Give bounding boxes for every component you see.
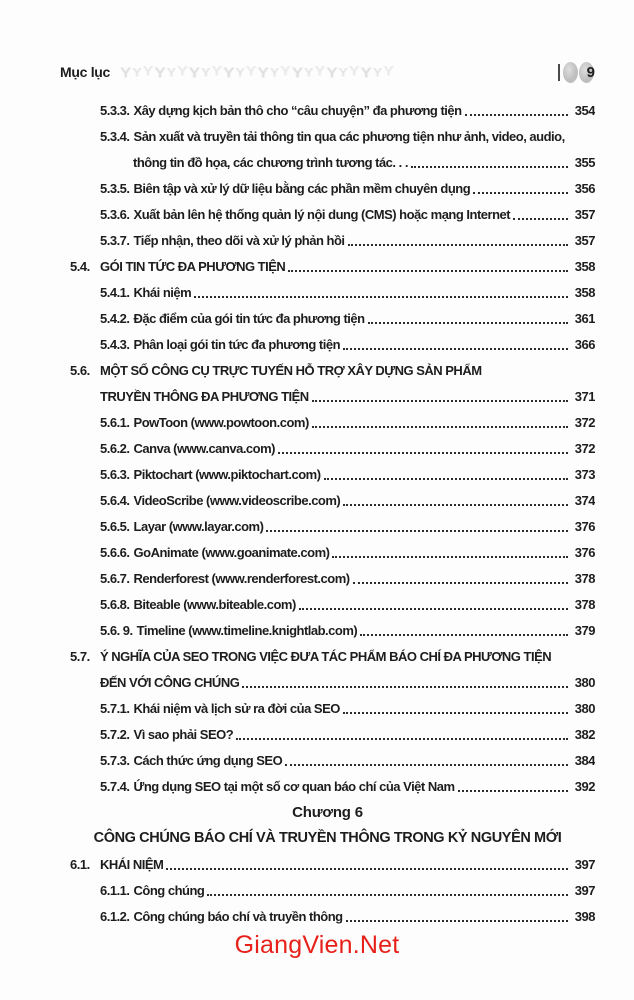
ornament-blob: [563, 62, 578, 83]
entry-page-number: 376: [574, 544, 595, 560]
entry-number: 5.6.6.: [100, 544, 130, 560]
toc-entry-row: [60, 331, 595, 357]
entry-page-number: 397: [574, 856, 595, 872]
entry-number: 5.6.3.: [100, 466, 130, 482]
entry-page-number: 355: [574, 154, 595, 170]
ornament-glyph: Y: [120, 63, 132, 81]
entry-page-number: 398: [574, 908, 595, 924]
toc-entry-row: [60, 513, 595, 539]
toc-entry-row: [60, 669, 595, 695]
entry-number: 5.7.: [70, 648, 90, 664]
toc-entry-row: [60, 851, 595, 877]
entry-title: GoAnimate (www.goanimate.com): [133, 544, 330, 560]
ornament-glyph: Y: [383, 64, 394, 80]
entry-page-number: 356: [574, 180, 595, 196]
entry-page-number: 380: [574, 674, 595, 690]
ornament-pattern: [120, 59, 556, 85]
toc-entry-row: [60, 721, 595, 747]
entry-page-number: 372: [574, 414, 595, 430]
ornament-glyph: Y: [304, 64, 314, 80]
toc-entry-row: [60, 253, 595, 279]
dot-leader: [207, 894, 568, 896]
entry-page-number: 380: [574, 700, 595, 716]
toc-entry-row: [60, 227, 595, 253]
toc-entry-row: [60, 747, 595, 773]
entry-title: GÓI TIN TỨC ĐA PHƯƠNG TIỆN: [100, 258, 286, 274]
entry-number: 5.6.2.: [100, 440, 130, 456]
entry-title: Layar (www.layar.com): [133, 518, 264, 534]
entry-number: 5.4.2.: [100, 310, 130, 326]
entry-number: 6.1.1.: [100, 882, 130, 898]
entry-title: Đặc điểm của gói tin tức đa phương tiện: [133, 310, 365, 326]
entry-page-number: 392: [574, 778, 595, 794]
ornament-glyph: Y: [291, 63, 304, 81]
dot-leader: [513, 218, 568, 220]
page-header-title: Mục lục: [60, 64, 111, 80]
entry-title: Timeline (www.timeline.knightlab.com): [136, 622, 358, 638]
entry-page-number: 373: [574, 466, 595, 482]
toc-entry-row: [60, 97, 595, 123]
entry-title: Vì sao phải SEO?: [133, 726, 234, 742]
entry-title: Xây dựng kịch bản thô cho “câu chuyện” đa phương tiện: [133, 102, 462, 118]
entry-number: 5.4.: [70, 258, 90, 274]
toc-entry-row: [60, 305, 595, 331]
dot-leader: [343, 348, 568, 350]
entry-title: Tiếp nhận, theo dõi và xử lý phản hồi: [133, 232, 345, 248]
ornament-glyph: Y: [372, 64, 383, 80]
dot-leader: [242, 686, 568, 688]
toc-entry-row: [60, 175, 595, 201]
toc-entry-row: [60, 123, 595, 149]
entry-title: Renderforest (www.renderforest.com): [133, 570, 350, 586]
dot-leader: [194, 296, 568, 298]
toc-entry-row: [60, 383, 595, 409]
entry-title: Canva (www.canva.com): [133, 440, 275, 456]
toc-entry-row: [60, 877, 595, 903]
dot-leader: [360, 634, 568, 636]
entry-number: 5.7.1.: [100, 700, 130, 716]
dot-leader: [236, 738, 568, 740]
ornament-glyph: Y: [142, 64, 154, 80]
toc-entry-row: [60, 565, 595, 591]
entry-title: Xuất bản lên hệ thống quản lý nội dung (CMS) hoặc mạng Internet: [133, 206, 511, 222]
entry-number: 5.6.: [70, 362, 90, 378]
dot-leader: [324, 478, 568, 480]
entry-title: Biteable (www.biteable.com): [133, 596, 296, 612]
entry-title: VideoScribe (www.videoscribe.com): [133, 492, 341, 508]
dot-leader: [312, 400, 568, 402]
entry-title: Công chúng báo chí và truyền thông: [133, 908, 343, 924]
dot-leader: [266, 530, 568, 532]
entry-number: 5.3.7.: [100, 232, 130, 248]
page-number: 9: [586, 63, 595, 81]
entry-title: Khái niệm và lịch sử ra đời của SEO: [133, 700, 340, 716]
entry-page-number: 378: [574, 596, 595, 612]
ornament-glyph: Y: [314, 64, 326, 80]
entry-page-number: 357: [574, 232, 595, 248]
toc-entry-row: [60, 279, 595, 305]
ornament-glyph: Y: [154, 63, 166, 81]
toc-entry-row: [60, 149, 595, 175]
ornament-glyph: Y: [223, 63, 235, 81]
entry-title: Sản xuất và truyền tải thông tin qua các phương tiện như ảnh, video, audio,: [133, 128, 565, 144]
dot-leader: [343, 504, 568, 506]
dot-leader: [285, 764, 568, 766]
ornament-glyph: Y: [326, 63, 338, 81]
ornament-glyph: Y: [211, 64, 223, 80]
ornament-glyph: Y: [257, 63, 269, 81]
entry-title: PowToon (www.powtoon.com): [133, 414, 309, 430]
dot-leader: [332, 556, 568, 558]
dot-leader: [411, 166, 568, 168]
chapter-heading-text: Chương 6: [292, 803, 363, 821]
entry-number: 5.4.1.: [100, 284, 130, 300]
chapter-heading: [60, 799, 595, 825]
entry-page-number: 378: [574, 570, 595, 586]
toc-entry-row: [60, 773, 595, 799]
toc-entry-row: [60, 695, 595, 721]
entry-number: 6.1.: [70, 856, 90, 872]
entry-title: Cách thức ứng dụng SEO: [133, 752, 283, 768]
entry-page-number: 376: [574, 518, 595, 534]
page-header: [60, 59, 595, 85]
watermark-text: GiangVien.Net: [234, 931, 400, 959]
entry-title: thông tin đồ họa, các chương trình tương tác. . .: [133, 154, 408, 170]
toc-entry-row: [60, 357, 595, 383]
toc-entry-row: [60, 643, 595, 669]
entry-title: Biên tập và xử lý dữ liệu bằng các phần mềm chuyên dụng: [133, 180, 471, 196]
entry-number: 5.7.2.: [100, 726, 130, 742]
entry-number: 5.6. 9.: [100, 622, 133, 638]
toc-entry-row: [60, 617, 595, 643]
dot-leader: [312, 426, 568, 428]
toc-entry-row: [60, 201, 595, 227]
toc-entry-row: [60, 487, 595, 513]
ornament-glyph: Y: [235, 64, 245, 80]
ornament-glyph: Y: [338, 64, 348, 80]
entry-number: 5.3.4.: [100, 128, 130, 144]
entry-number: 5.3.6.: [100, 206, 130, 222]
entry-number: 5.6.7.: [100, 570, 130, 586]
entry-number: 5.7.3.: [100, 752, 130, 768]
entry-number: 5.3.5.: [100, 180, 130, 196]
chapter-heading: [60, 825, 595, 851]
entry-title: Phân loại gói tin tức đa phương tiện: [133, 336, 341, 352]
ornament-glyph: Y: [188, 63, 201, 81]
toc-entry-row: [60, 409, 595, 435]
entry-number: 5.7.4.: [100, 778, 130, 794]
entry-title: TRUYỀN THÔNG ĐA PHƯƠNG TIỆN: [100, 388, 309, 404]
toc-list: [60, 97, 595, 929]
entry-page-number: 358: [574, 284, 595, 300]
dot-leader: [368, 322, 568, 324]
ornament-glyph: Y: [348, 64, 360, 80]
ornament-glyph: Y: [132, 64, 142, 80]
dot-leader: [465, 114, 568, 116]
entry-page-number: 374: [574, 492, 595, 508]
entry-number: 5.6.8.: [100, 596, 130, 612]
ornament-glyph: Y: [201, 64, 211, 80]
dot-leader: [346, 920, 568, 922]
dot-leader: [473, 192, 568, 194]
chapter-heading-text: CÔNG CHÚNG BÁO CHÍ VÀ TRUYỀN THÔNG TRONG KỶ NGUYÊN MỚI: [93, 830, 562, 846]
ornament-glyph: Y: [166, 64, 177, 80]
toc-entry-row: [60, 461, 595, 487]
entry-page-number: 366: [574, 336, 595, 352]
entry-title: Piktochart (www.piktochart.com): [133, 466, 321, 482]
entry-page-number: 371: [574, 388, 595, 404]
ornament-glyph: Y: [245, 64, 257, 80]
entry-number: 5.6.1.: [100, 414, 130, 430]
dot-leader: [348, 244, 568, 246]
entry-number: 5.3.3.: [100, 102, 130, 118]
entry-title: KHÁI NIỆM: [100, 856, 164, 872]
dot-leader: [353, 582, 568, 584]
toc-entry-row: [60, 539, 595, 565]
entry-number: 6.1.2.: [100, 908, 130, 924]
entry-page-number: 358: [574, 258, 595, 274]
entry-title: Ý NGHĨA CỦA SEO TRONG VIỆC ĐƯA TÁC PHẨM BÁO CHÍ ĐA PHƯƠNG TIỆN: [100, 648, 552, 664]
divider-tick: [558, 64, 560, 81]
toc-entry-row: [60, 591, 595, 617]
entry-title: MỘT SỐ CÔNG CỤ TRỰC TUYẾN HỖ TRỢ XÂY DỰNG SẢN PHẨM: [100, 362, 482, 378]
ornament-glyph: Y: [269, 64, 280, 80]
entry-number: 5.6.5.: [100, 518, 130, 534]
entry-page-number: 379: [574, 622, 595, 638]
toc-entry-row: [60, 903, 595, 929]
entry-page-number: 354: [574, 102, 595, 118]
entry-page-number: 384: [574, 752, 595, 768]
dot-leader: [278, 452, 568, 454]
dot-leader: [343, 712, 568, 714]
entry-page-number: 397: [574, 882, 595, 898]
entry-title: ĐẾN VỚI CÔNG CHÚNG: [100, 674, 240, 690]
entry-title: Công chúng: [133, 882, 205, 898]
entry-title: Khái niệm: [133, 284, 192, 300]
dot-leader: [299, 608, 568, 610]
entry-number: 5.6.4.: [100, 492, 130, 508]
entry-page-number: 357: [574, 206, 595, 222]
dot-leader: [288, 270, 568, 272]
entry-page-number: 382: [574, 726, 595, 742]
dot-leader: [458, 790, 568, 792]
entry-page-number: 361: [574, 310, 595, 326]
ornament-glyph: Y: [177, 64, 188, 80]
ornament-glyph: Y: [360, 63, 372, 81]
dot-leader: [166, 868, 568, 870]
entry-title: Ứng dụng SEO tại một số cơ quan báo chí của Việt Nam: [133, 778, 455, 794]
toc-entry-row: [60, 435, 595, 461]
ornament-glyph: Y: [280, 64, 291, 80]
entry-number: 5.4.3.: [100, 336, 130, 352]
entry-page-number: 372: [574, 440, 595, 456]
